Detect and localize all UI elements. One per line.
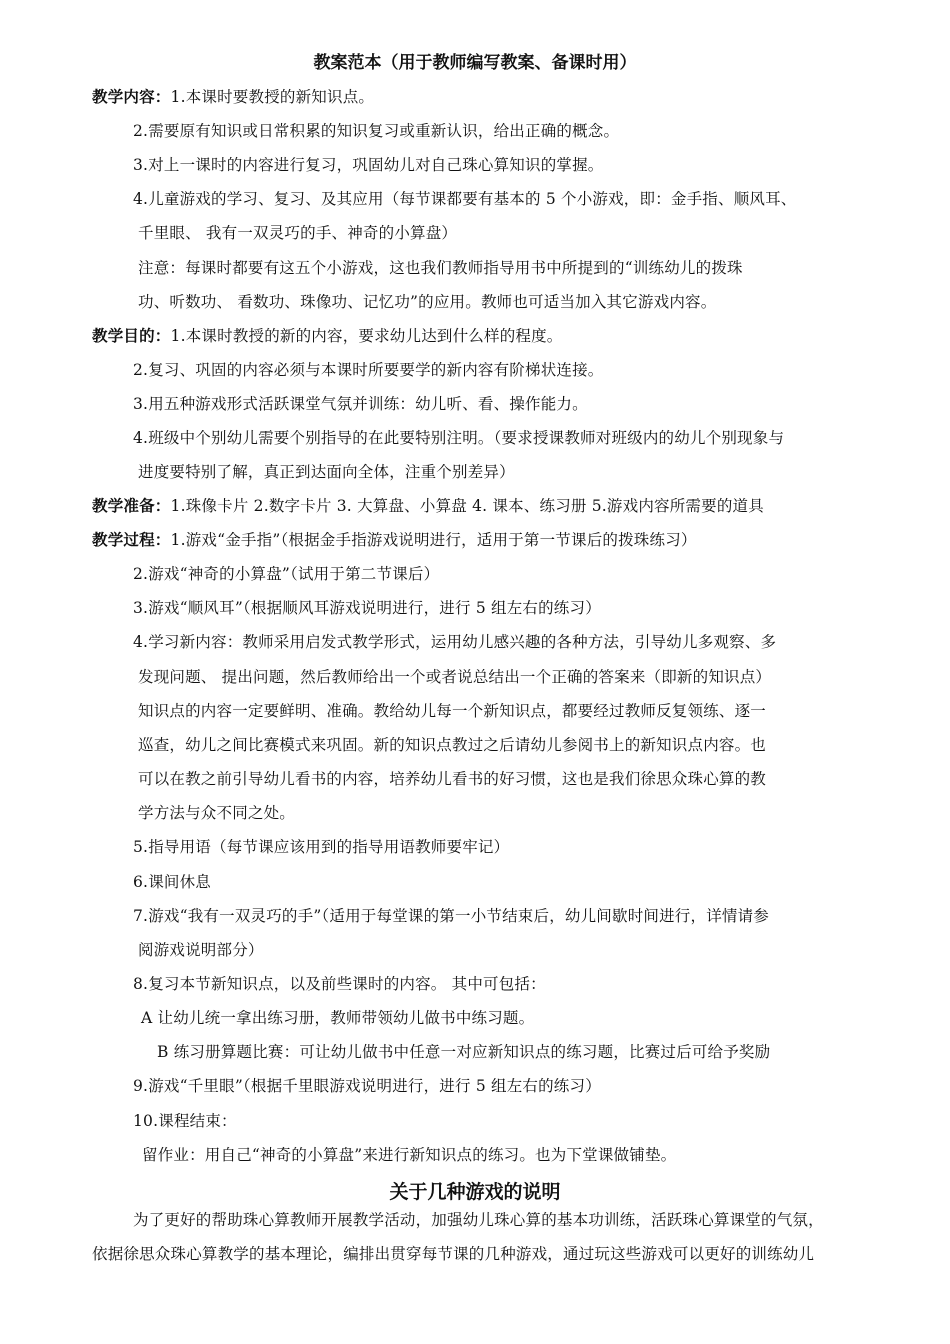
section2-title: 关于几种游戏的说明	[389, 1181, 561, 1203]
section2-para-line-2: 依据徐思众珠心算教学的基本理论，编排出贯穿每节课的几种游戏，通过玩这些游戏可以更好的训练幼儿	[92, 1245, 815, 1263]
process-line-1	[92, 530, 697, 550]
process-item-5: 5.指导用语（每节课应该用到的指导用语教师要牢记）	[133, 838, 510, 856]
document-title: 教案范本（用于教师编写教案、备课时用）	[313, 53, 637, 73]
process-item-4-cont-4: 可以在教之前引导幼儿看书的内容，培养幼儿看书的好习惯，这也是我们徐思众珠心算的教	[138, 770, 767, 788]
goals-item-4-cont: 进度要特别了解，真正到达面向全体，注重个别差异）	[138, 463, 515, 481]
process-item-8b: B 练习册算题比赛：可让幼儿做书中任意一对应新知识点的练习题，比赛过后可给予奖励	[157, 1043, 771, 1061]
content-note-cont: 功、听数功、 看数功、珠像功、记忆功”的应用。教师也可适当加入其它游戏内容。	[138, 293, 717, 311]
process-item-8a: A 让幼儿统一拿出练习册，教师带领幼儿做书中练习题。	[141, 1009, 535, 1027]
content-item-2: 2.需要原有知识或日常积累的知识复习或重新认识，给出正确的概念。	[133, 122, 620, 140]
process-item-4-cont-3: 巡查，幼儿之间比赛模式来巩固。新的知识点教过之后请幼儿参阅书上的新知识点内容。也	[138, 736, 767, 754]
goals-item-3: 3.用五种游戏形式活跃课堂气氛并训练：幼儿听、看、操作能力。	[133, 395, 588, 413]
process-label: 教学过程：	[92, 530, 171, 549]
goals-line-1	[92, 326, 563, 346]
prep-label: 教学准备：	[92, 496, 171, 515]
content-item-4: 4.儿童游戏的学习、复习、及其应用（每节课都要有基本的 5 个小游戏，即：金手指、顺风耳、	[133, 190, 797, 208]
content-line-1	[92, 87, 374, 107]
content-item-4-cont: 千里眼、 我有一双灵巧的手、神奇的小算盘）	[138, 224, 458, 242]
process-item-1: 1.游戏“金手指”（根据金手指游戏说明进行，适用于第一节课后的拨珠练习）	[170, 531, 697, 549]
process-item-4-cont-5: 学方法与众不同之处。	[138, 804, 296, 822]
process-item-3: 3.游戏“顺风耳”（根据顺风耳游戏说明进行，进行 5 组左右的练习）	[133, 599, 601, 617]
process-item-6: 6.课间休息	[133, 873, 211, 891]
process-item-4-cont-1: 发现问题、 提出问题，然后教师给出一个或者说总结出一个正确的答案来（即新的知识点）	[138, 668, 772, 686]
goals-item-1: 1.本课时教授的新的内容，要求幼儿达到什么样的程度。	[170, 327, 563, 345]
process-item-9: 9.游戏“千里眼”（根据千里眼游戏说明进行，进行 5 组左右的练习）	[133, 1077, 601, 1095]
section2-para-line-1: 为了更好的帮助珠心算教师开展教学活动，加强幼儿珠心算的基本功训练，活跃珠心算课堂的气氛，	[133, 1211, 824, 1229]
process-item-4-cont-2: 知识点的内容一定要鲜明、准确。教给幼儿每一个新知识点，都要经过教师反复领练、逐一	[138, 702, 767, 720]
goals-item-4: 4.班级中个别幼儿需要个别指导的在此要特别注明。（要求授课教师对班级内的幼儿个别现象与	[133, 429, 785, 447]
prep-text: 1.珠像卡片 2.数字卡片 3. 大算盘、小算盘 4. 课本、练习册 5.游戏内容所需要的道具	[170, 497, 764, 515]
process-item-2: 2.游戏“神奇的小算盘”（试用于第二节课后）	[133, 565, 440, 583]
goals-item-2: 2.复习、巩固的内容必须与本课时所要要学的新内容有阶梯状连接。	[133, 361, 604, 379]
process-item-10: 10.课程结束：	[133, 1112, 237, 1130]
content-item-1: 1.本课时要教授的新知识点。	[170, 88, 375, 106]
process-item-7-cont: 阅游戏说明部分）	[138, 941, 264, 959]
prep-line	[92, 496, 764, 516]
goals-label: 教学目的：	[92, 326, 171, 345]
content-note: 注意：每课时都要有这五个小游戏，这也我们教师指导用书中所提到的“训练幼儿的拨珠	[138, 259, 743, 277]
process-homework: 留作业：用自己“神奇的小算盘”来进行新知识点的练习。也为下堂课做铺垫。	[142, 1146, 677, 1164]
content-label: 教学内容：	[92, 87, 171, 106]
process-item-4: 4.学习新内容：教师采用启发式教学形式，运用幼儿感兴趣的各种方法，引导幼儿多观察、多	[133, 633, 777, 651]
process-item-8: 8.复习本节新知识点，以及前些课时的内容。 其中可包括：	[133, 975, 546, 993]
content-item-3: 3.对上一课时的内容进行复习，巩固幼儿对自己珠心算知识的掌握。	[133, 156, 604, 174]
process-item-7: 7.游戏“我有一双灵巧的手”（适用于每堂课的第一小节结束后，幼儿间歇时间进行，详情请参	[133, 907, 769, 925]
